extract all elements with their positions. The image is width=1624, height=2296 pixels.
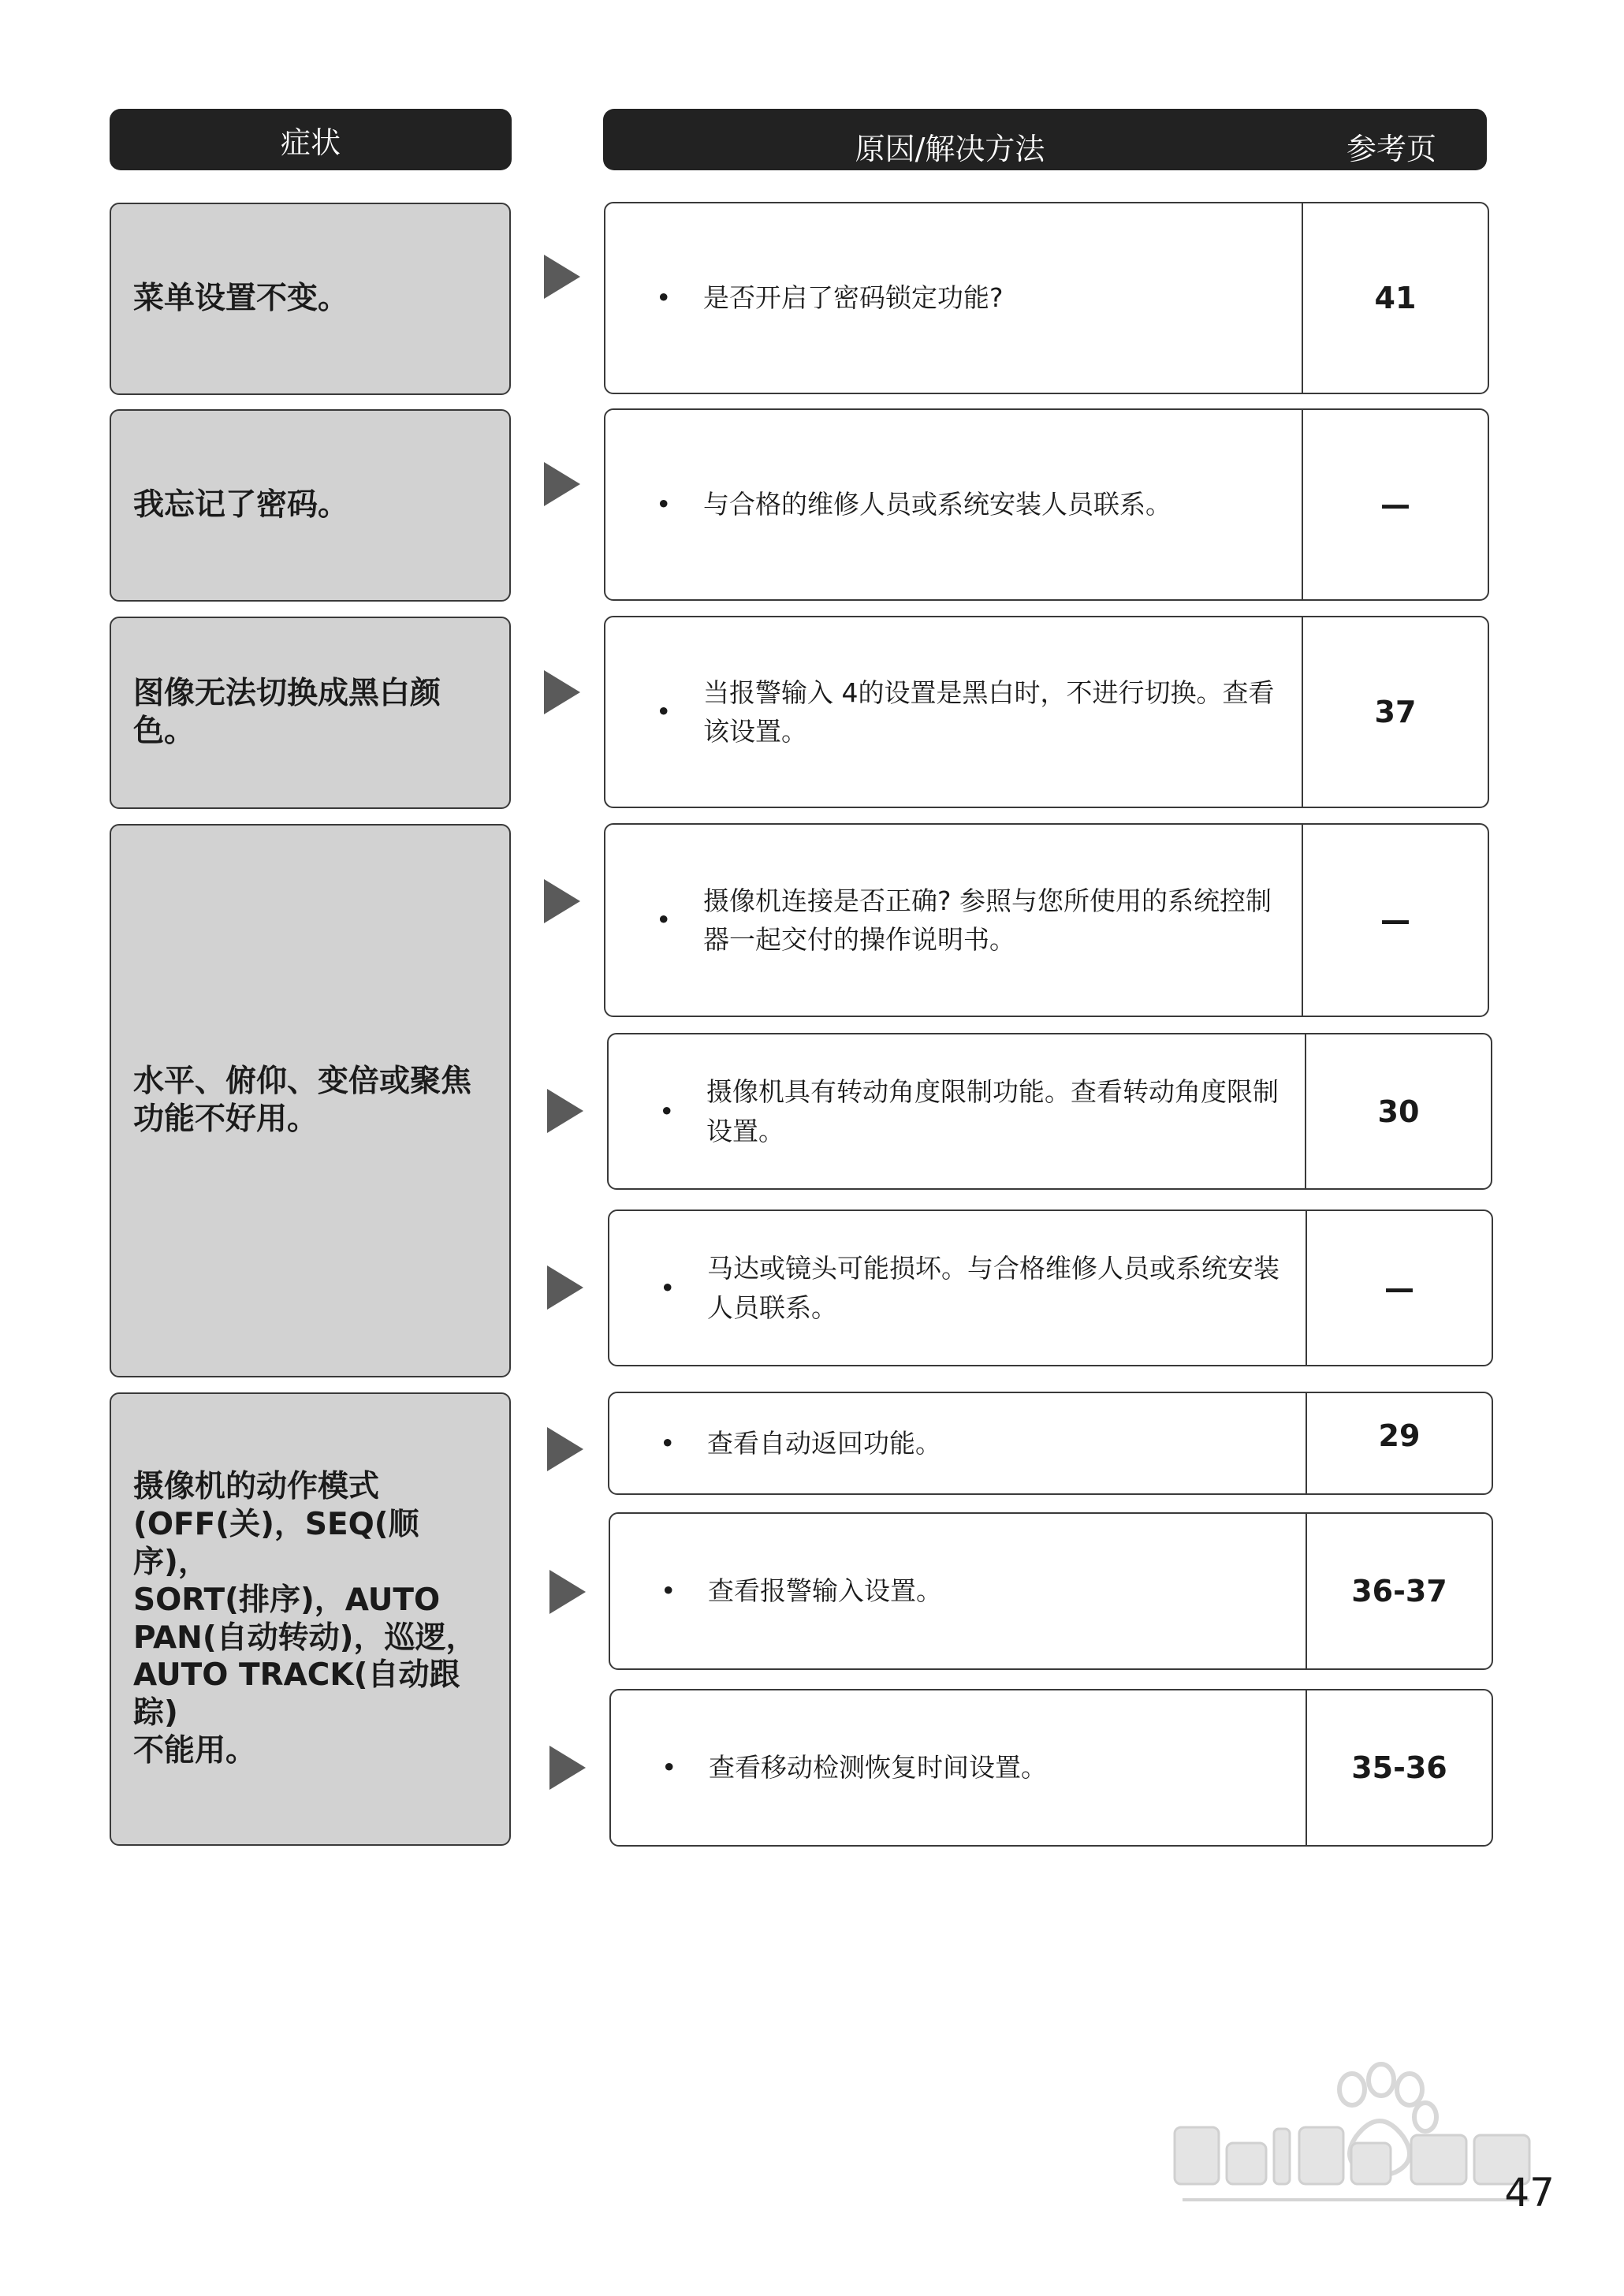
header-cause-page bbox=[603, 109, 1487, 170]
bullet: • bbox=[656, 696, 672, 728]
ref-page: — bbox=[1306, 1211, 1492, 1365]
arrow-icon bbox=[544, 670, 580, 714]
arrow-icon bbox=[549, 1746, 586, 1790]
cause-box-3 bbox=[604, 616, 1489, 808]
header-page-label: 参考页 bbox=[1346, 132, 1436, 166]
header-cause-label: 原因/解决方法 bbox=[855, 132, 1045, 166]
page-number: 47 bbox=[1504, 2170, 1555, 2216]
cause-cell bbox=[609, 1393, 1306, 1493]
arrow-icon bbox=[544, 255, 580, 299]
symptom-text: 摄像机的动作模式 (OFF(关)，SEQ(顺序)， SORT(排序)，AUTO PAN(自动转动)，巡逻， AUTO TRACK(自动跟踪) 不能用。 bbox=[133, 1468, 477, 1769]
ref-page: 37 bbox=[1302, 617, 1488, 807]
arrow-icon bbox=[544, 462, 580, 506]
arrow-icon bbox=[547, 1265, 583, 1310]
cause-box-9 bbox=[609, 1689, 1493, 1847]
ref-page: 35-36 bbox=[1306, 1690, 1492, 1845]
header-symptom-label: 症状 bbox=[280, 125, 341, 160]
cause-text: 是否开启了密码锁定功能? bbox=[703, 282, 1004, 314]
cause-text: 查看移动检测恢复时间设置。 bbox=[709, 1752, 1047, 1784]
cause-cell bbox=[605, 617, 1302, 807]
bullet: • bbox=[656, 489, 672, 520]
cause-cell bbox=[611, 1690, 1306, 1845]
cause-text: 马达或镜头可能损坏。与合格维修人员或系统安装人员联系。 bbox=[707, 1253, 1279, 1323]
arrow-icon bbox=[547, 1427, 583, 1471]
bullet: • bbox=[659, 1095, 675, 1127]
arrow-icon bbox=[549, 1570, 586, 1614]
header-symptom bbox=[110, 109, 512, 170]
symptom-box-5 bbox=[110, 1392, 511, 1846]
ref-page: — bbox=[1302, 410, 1488, 599]
cause-box-4 bbox=[604, 823, 1489, 1017]
cause-box-7 bbox=[608, 1392, 1493, 1495]
cause-cell bbox=[605, 203, 1302, 393]
symptom-text: 我忘记了密码。 bbox=[133, 487, 349, 524]
symptom-box-3 bbox=[110, 617, 511, 809]
cause-cell bbox=[609, 1034, 1305, 1188]
cause-text: 查看报警输入设置。 bbox=[708, 1575, 942, 1607]
ref-page: 36-37 bbox=[1306, 1514, 1492, 1668]
ref-page: 29 bbox=[1306, 1393, 1492, 1493]
cause-text: 摄像机连接是否正确? 参照与您所使用的系统控制器一起交付的操作说明书。 bbox=[703, 885, 1272, 955]
cause-text: 与合格的维修人员或系统安装人员联系。 bbox=[703, 489, 1171, 520]
bullet: • bbox=[656, 904, 672, 936]
ref-page: 41 bbox=[1302, 203, 1488, 393]
baidu-jingyan-watermark bbox=[1159, 2050, 1553, 2216]
cause-box-2 bbox=[604, 408, 1489, 601]
symptom-box-2 bbox=[110, 409, 511, 602]
bullet: • bbox=[656, 282, 672, 314]
bullet: • bbox=[660, 1427, 676, 1459]
bullet: • bbox=[660, 1272, 676, 1303]
cause-cell bbox=[605, 410, 1302, 599]
arrow-icon bbox=[544, 879, 580, 923]
cause-text: 查看自动返回功能。 bbox=[707, 1427, 941, 1459]
symptom-text: 菜单设置不变。 bbox=[133, 281, 349, 317]
symptom-box-4 bbox=[110, 824, 511, 1377]
bullet: • bbox=[661, 1752, 677, 1784]
cause-text: 当报警输入 4的设置是黑白时，不进行切换。查看该设置。 bbox=[703, 676, 1275, 747]
cause-box-1 bbox=[604, 202, 1489, 394]
cause-box-6 bbox=[608, 1210, 1493, 1366]
symptom-text: 水平、俯仰、变倍或聚焦 功能不好用。 bbox=[133, 1064, 472, 1137]
symptom-text: 图像无法切换成黑白颜 色。 bbox=[133, 676, 441, 749]
cause-box-5 bbox=[607, 1033, 1492, 1190]
cause-cell bbox=[605, 825, 1302, 1016]
cause-cell bbox=[610, 1514, 1306, 1668]
cause-text: 摄像机具有转动角度限制功能。查看转动角度限制设置。 bbox=[706, 1076, 1279, 1146]
bullet: • bbox=[661, 1575, 676, 1607]
cause-cell bbox=[609, 1211, 1306, 1365]
ref-page: — bbox=[1302, 825, 1488, 1016]
ref-page: 30 bbox=[1305, 1034, 1491, 1188]
arrow-icon bbox=[547, 1089, 583, 1133]
symptom-box-1 bbox=[110, 203, 511, 395]
cause-box-8 bbox=[609, 1512, 1493, 1670]
